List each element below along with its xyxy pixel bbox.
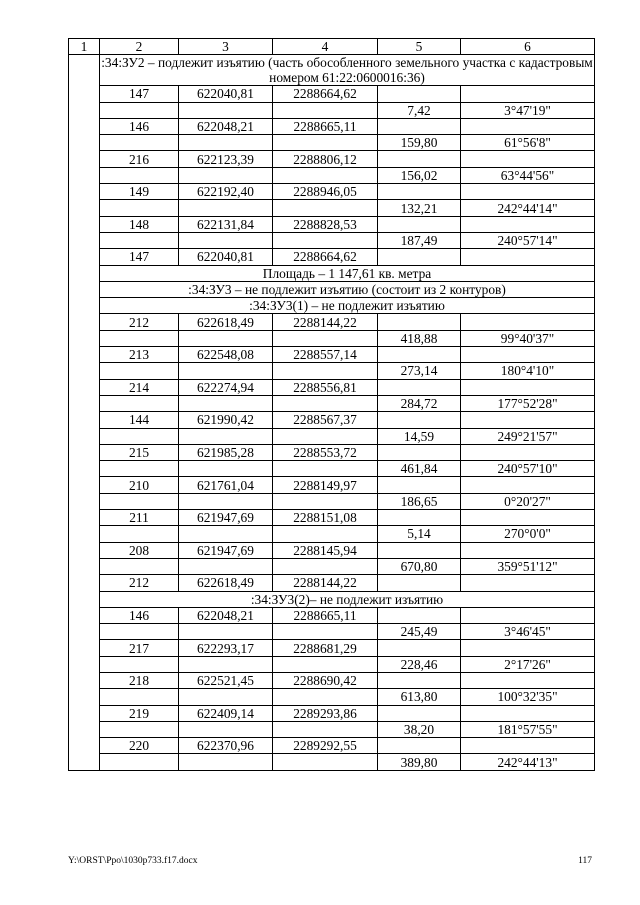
empty-cell — [273, 461, 378, 477]
empty-cell — [100, 428, 179, 444]
segment-row — [69, 526, 595, 542]
point-row — [69, 705, 595, 721]
coordinate-y: 2288665,11 — [273, 607, 378, 623]
header-cell: 1 — [69, 39, 100, 55]
point-number: 212 — [100, 314, 179, 330]
coordinate-y: 2289292,55 — [273, 738, 378, 754]
point-row — [69, 151, 595, 167]
coordinate-y: 2288151,08 — [273, 510, 378, 526]
empty-cell — [100, 721, 179, 737]
empty-cell — [273, 754, 378, 770]
segment-row — [69, 624, 595, 640]
coordinate-x: 621990,42 — [179, 412, 273, 428]
empty-cell — [100, 624, 179, 640]
segment-distance: 7,42 — [378, 102, 461, 118]
coordinate-y: 2288690,42 — [273, 672, 378, 688]
empty-cell — [461, 118, 595, 134]
point-row — [69, 216, 595, 232]
segment-distance: 14,59 — [378, 428, 461, 444]
coordinate-y: 2288806,12 — [273, 151, 378, 167]
point-row — [69, 86, 595, 102]
coordinate-x: 622131,84 — [179, 216, 273, 232]
header-cell: 6 — [461, 39, 595, 55]
coordinate-x: 621985,28 — [179, 444, 273, 460]
point-number: 208 — [100, 542, 179, 558]
header-cell: 2 — [100, 39, 179, 55]
empty-cell — [378, 412, 461, 428]
segment-angle: 100°32'35" — [461, 689, 595, 705]
empty-cell — [273, 200, 378, 216]
empty-cell — [100, 558, 179, 574]
segment-row — [69, 200, 595, 216]
empty-cell — [179, 558, 273, 574]
empty-cell — [378, 444, 461, 460]
coordinate-y: 2288665,11 — [273, 118, 378, 134]
empty-cell — [179, 363, 273, 379]
segment-distance: 186,65 — [378, 493, 461, 509]
segment-distance: 245,49 — [378, 624, 461, 640]
coordinate-x: 622274,94 — [179, 379, 273, 395]
empty-cell — [179, 428, 273, 444]
segment-row — [69, 395, 595, 411]
point-row — [69, 314, 595, 330]
segment-row — [69, 167, 595, 183]
empty-cell — [461, 314, 595, 330]
empty-cell — [378, 477, 461, 493]
segment-distance: 228,46 — [378, 656, 461, 672]
empty-cell — [100, 102, 179, 118]
segment-row — [69, 102, 595, 118]
empty-cell — [100, 232, 179, 248]
segment-angle: 2°17'26" — [461, 656, 595, 672]
segment-angle: 63°44'56" — [461, 167, 595, 183]
empty-cell — [461, 672, 595, 688]
empty-cell — [273, 721, 378, 737]
segment-angle: 270°0'0" — [461, 526, 595, 542]
segment-distance: 670,80 — [378, 558, 461, 574]
coordinate-x: 622370,96 — [179, 738, 273, 754]
section-row — [69, 591, 595, 607]
empty-cell — [461, 86, 595, 102]
segment-distance: 159,80 — [378, 135, 461, 151]
empty-cell — [273, 624, 378, 640]
empty-cell — [273, 135, 378, 151]
empty-cell — [378, 314, 461, 330]
empty-cell — [378, 738, 461, 754]
segment-row — [69, 461, 595, 477]
coordinate-y: 2288144,22 — [273, 575, 378, 591]
coordinate-y: 2288557,14 — [273, 347, 378, 363]
empty-cell — [179, 656, 273, 672]
point-number: 218 — [100, 672, 179, 688]
section-title: Площадь – 1 147,61 кв. метра — [100, 265, 595, 281]
section-row — [69, 55, 595, 86]
empty-cell — [378, 575, 461, 591]
coordinate-y: 2288828,53 — [273, 216, 378, 232]
coordinate-x: 622618,49 — [179, 314, 273, 330]
segment-row — [69, 232, 595, 248]
coordinate-x: 621761,04 — [179, 477, 273, 493]
empty-cell — [100, 689, 179, 705]
point-number: 211 — [100, 510, 179, 526]
coordinate-x: 622409,14 — [179, 705, 273, 721]
point-number: 146 — [100, 118, 179, 134]
point-number: 147 — [100, 86, 179, 102]
segment-row — [69, 558, 595, 574]
empty-cell — [378, 379, 461, 395]
header-cell: 3 — [179, 39, 273, 55]
coordinate-y: 2288567,37 — [273, 412, 378, 428]
point-number: 219 — [100, 705, 179, 721]
coordinate-x: 621947,69 — [179, 542, 273, 558]
empty-cell — [100, 395, 179, 411]
empty-cell — [378, 216, 461, 232]
section-row — [69, 298, 595, 314]
segment-angle: 240°57'10" — [461, 461, 595, 477]
coordinate-x: 622123,39 — [179, 151, 273, 167]
empty-cell — [179, 330, 273, 346]
segment-distance: 156,02 — [378, 167, 461, 183]
section-title: :34:ЗУ3(1) – не подлежит изъятию — [100, 298, 595, 314]
empty-cell — [461, 542, 595, 558]
coordinate-y: 2288553,72 — [273, 444, 378, 460]
coordinate-x: 621947,69 — [179, 510, 273, 526]
coordinate-y: 2288946,05 — [273, 184, 378, 200]
point-row — [69, 379, 595, 395]
empty-cell — [179, 526, 273, 542]
coordinates-table — [68, 38, 595, 771]
segment-row — [69, 656, 595, 672]
empty-cell — [273, 167, 378, 183]
empty-cell — [461, 412, 595, 428]
point-number: 217 — [100, 640, 179, 656]
segment-distance: 273,14 — [378, 363, 461, 379]
point-number: 220 — [100, 738, 179, 754]
segment-distance: 284,72 — [378, 395, 461, 411]
point-number: 146 — [100, 607, 179, 623]
point-number: 147 — [100, 249, 179, 265]
empty-cell — [378, 118, 461, 134]
empty-cell — [461, 510, 595, 526]
empty-cell — [378, 640, 461, 656]
point-row — [69, 510, 595, 526]
empty-cell — [100, 200, 179, 216]
coordinate-x: 622618,49 — [179, 575, 273, 591]
empty-cell — [461, 705, 595, 721]
segment-row — [69, 135, 595, 151]
point-number: 149 — [100, 184, 179, 200]
point-number: 215 — [100, 444, 179, 460]
coordinate-x: 622192,40 — [179, 184, 273, 200]
page-number: 117 — [578, 856, 592, 866]
segment-distance: 187,49 — [378, 232, 461, 248]
empty-cell — [100, 656, 179, 672]
segment-distance: 38,20 — [378, 721, 461, 737]
point-row — [69, 738, 595, 754]
empty-cell — [378, 705, 461, 721]
empty-cell — [461, 184, 595, 200]
segment-row — [69, 428, 595, 444]
empty-cell — [461, 249, 595, 265]
segment-angle: 359°51'12" — [461, 558, 595, 574]
point-number: 212 — [100, 575, 179, 591]
empty-cell — [179, 395, 273, 411]
empty-cell — [461, 477, 595, 493]
point-row — [69, 477, 595, 493]
header-cell: 4 — [273, 39, 378, 55]
empty-cell — [100, 754, 179, 770]
coordinate-x: 622040,81 — [179, 86, 273, 102]
segment-row — [69, 493, 595, 509]
empty-cell — [179, 102, 273, 118]
section-row — [69, 265, 595, 281]
coordinate-x: 622048,21 — [179, 118, 273, 134]
point-row — [69, 412, 595, 428]
segment-distance: 461,84 — [378, 461, 461, 477]
point-row — [69, 249, 595, 265]
coordinate-y: 2288556,81 — [273, 379, 378, 395]
empty-cell — [378, 151, 461, 167]
empty-cell — [179, 200, 273, 216]
segment-angle: 240°57'14" — [461, 232, 595, 248]
segment-angle: 242°44'14" — [461, 200, 595, 216]
empty-cell — [100, 526, 179, 542]
empty-cell — [378, 672, 461, 688]
empty-cell — [273, 493, 378, 509]
point-row — [69, 118, 595, 134]
empty-cell — [179, 493, 273, 509]
empty-cell — [273, 689, 378, 705]
point-number: 213 — [100, 347, 179, 363]
coordinate-x: 622040,81 — [179, 249, 273, 265]
point-row — [69, 640, 595, 656]
coordinate-y: 2288664,62 — [273, 86, 378, 102]
coordinate-y: 2288144,22 — [273, 314, 378, 330]
empty-cell — [100, 493, 179, 509]
empty-cell — [100, 135, 179, 151]
coordinate-y: 2288664,62 — [273, 249, 378, 265]
empty-cell — [273, 102, 378, 118]
segment-angle: 3°47'19" — [461, 102, 595, 118]
segment-angle: 249°21'57" — [461, 428, 595, 444]
point-row — [69, 347, 595, 363]
empty-cell — [461, 216, 595, 232]
empty-cell — [100, 330, 179, 346]
empty-cell — [273, 363, 378, 379]
coordinate-y: 2288145,94 — [273, 542, 378, 558]
empty-cell — [273, 428, 378, 444]
empty-cell — [378, 542, 461, 558]
section-title: :34:ЗУ2 – подлежит изъятию (часть обособленного земельного участка с кадастровым номером 61:22:0600016:36) — [101, 55, 593, 86]
segment-angle: 242°44'13" — [461, 754, 595, 770]
point-row — [69, 575, 595, 591]
empty-cell — [179, 232, 273, 248]
empty-cell — [273, 330, 378, 346]
point-number: 210 — [100, 477, 179, 493]
empty-cell — [378, 347, 461, 363]
segment-row — [69, 363, 595, 379]
segment-distance: 132,21 — [378, 200, 461, 216]
point-number: 144 — [100, 412, 179, 428]
empty-cell — [378, 86, 461, 102]
segment-angle: 181°57'55" — [461, 721, 595, 737]
coordinate-y: 2288149,97 — [273, 477, 378, 493]
empty-cell — [461, 607, 595, 623]
coordinate-y: 2288681,29 — [273, 640, 378, 656]
empty-cell — [273, 526, 378, 542]
segment-distance: 418,88 — [378, 330, 461, 346]
empty-cell — [179, 461, 273, 477]
empty-cell — [461, 444, 595, 460]
segment-angle: 61°56'8" — [461, 135, 595, 151]
empty-cell — [100, 167, 179, 183]
empty-cell — [273, 656, 378, 672]
point-number: 214 — [100, 379, 179, 395]
empty-cell — [461, 738, 595, 754]
empty-cell — [100, 461, 179, 477]
empty-cell — [273, 232, 378, 248]
point-row — [69, 184, 595, 200]
segment-row — [69, 721, 595, 737]
coordinate-x: 622521,45 — [179, 672, 273, 688]
empty-cell — [179, 721, 273, 737]
empty-cell — [378, 607, 461, 623]
point-row — [69, 607, 595, 623]
empty-cell — [179, 624, 273, 640]
segment-angle: 177°52'28" — [461, 395, 595, 411]
header-row — [69, 39, 595, 55]
empty-cell — [179, 689, 273, 705]
segment-angle: 99°40'37" — [461, 330, 595, 346]
section-row — [69, 281, 595, 297]
segment-angle: 180°4'10" — [461, 363, 595, 379]
file-path: Y:\ORST\Ppo\1030p733.f17.docx — [68, 856, 198, 866]
blank-first-column — [69, 55, 100, 770]
point-row — [69, 444, 595, 460]
coordinate-x: 622548,08 — [179, 347, 273, 363]
empty-cell — [179, 754, 273, 770]
segment-row — [69, 754, 595, 770]
empty-cell — [100, 363, 179, 379]
header-cell: 5 — [378, 39, 461, 55]
coordinate-x: 622048,21 — [179, 607, 273, 623]
segment-row — [69, 689, 595, 705]
empty-cell — [179, 135, 273, 151]
segment-angle: 3°46'45" — [461, 624, 595, 640]
empty-cell — [273, 395, 378, 411]
point-row — [69, 542, 595, 558]
point-number: 148 — [100, 216, 179, 232]
empty-cell — [378, 510, 461, 526]
empty-cell — [461, 379, 595, 395]
segment-angle: 0°20'27" — [461, 493, 595, 509]
segment-distance: 5,14 — [378, 526, 461, 542]
empty-cell — [461, 640, 595, 656]
section-title: :34:ЗУ3 – не подлежит изъятию (состоит из 2 контуров) — [100, 281, 595, 297]
empty-cell — [378, 184, 461, 200]
empty-cell — [461, 575, 595, 591]
point-row — [69, 672, 595, 688]
empty-cell — [461, 151, 595, 167]
coordinate-y: 2289293,86 — [273, 705, 378, 721]
empty-cell — [179, 167, 273, 183]
segment-distance: 389,80 — [378, 754, 461, 770]
empty-cell — [461, 347, 595, 363]
segment-row — [69, 330, 595, 346]
section-title: :34:ЗУ3(2)– не подлежит изъятию — [100, 591, 595, 607]
coordinates-table-body — [69, 39, 595, 771]
segment-distance: 613,80 — [378, 689, 461, 705]
coordinate-x: 622293,17 — [179, 640, 273, 656]
empty-cell — [378, 249, 461, 265]
empty-cell — [273, 558, 378, 574]
point-number: 216 — [100, 151, 179, 167]
